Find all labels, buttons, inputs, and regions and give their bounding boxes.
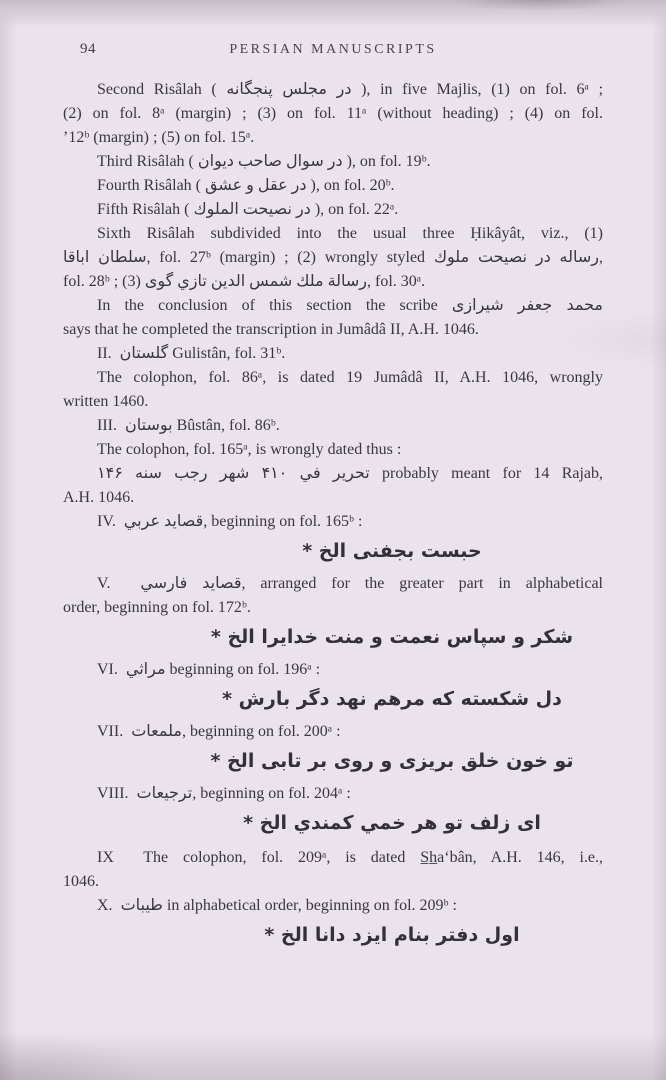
paragraph bbox=[63, 782, 603, 806]
paragraph bbox=[63, 462, 603, 510]
text-line: Sixth Risâlah subdivided into the usual three Ḥikâyât, viz., (1) bbox=[97, 225, 603, 242]
text-line: Fifth Risâlah ( در نصيحت الملوك ), on fol. 22ᵃ. bbox=[97, 201, 399, 218]
paragraph bbox=[63, 366, 603, 414]
paragraph bbox=[63, 198, 603, 222]
text-line: IV. قصايد عربي, beginning on fol. 165ᵇ : bbox=[97, 513, 363, 530]
text-line: سلطان اباقا, fol. 27ᵇ (margin) ; (2) wrongly styled رساله در نصيحت ملوك, bbox=[63, 249, 604, 266]
verse-line: اى زلف تو هر خمي كمندي الخ * bbox=[243, 812, 541, 834]
paragraph bbox=[63, 78, 603, 150]
text-line: fol. 28ᵇ ; (3) رسالة ملك شمس الدين تازي گوى, fol. 30ᵃ. bbox=[63, 273, 426, 290]
text-line: The colophon, fol. 86ᵃ, is dated 19 Jumâdâ II, A.H. 1046, wrongly bbox=[97, 369, 603, 386]
text-line: says that he completed the transcription in Jumâdâ II, A.H. 1046. bbox=[63, 321, 479, 338]
text-line: VIII. ترجيعات, beginning on fol. 204ᵃ : bbox=[97, 785, 351, 802]
text-line: III. بوستان Bûstân, fol. 86ᵇ. bbox=[97, 417, 280, 434]
paragraph bbox=[63, 510, 603, 534]
text-line: Second Risâlah ( در مجلس پنجگانه ), in five Majlis, (1) on fol. 6ᵃ ; bbox=[97, 81, 604, 98]
paragraph bbox=[63, 720, 603, 744]
paragraph bbox=[63, 846, 603, 894]
verse-line: شكر و سپاس نعمت و منت خدايرا الخ * bbox=[210, 626, 574, 648]
paragraph bbox=[63, 294, 603, 342]
paragraph bbox=[63, 222, 603, 294]
verse-line: دل شكسته كه مرهم نهد دگر بارش * bbox=[222, 688, 562, 710]
text-line: IX The colophon, fol. 209ᵃ, is dated S̲h̲aʻbân, A.H. 146, i.e., bbox=[97, 849, 603, 866]
running-title: PERSIAN MANUSCRIPTS bbox=[229, 42, 437, 57]
verse-line: حبست بجفنى الخ * bbox=[302, 540, 482, 562]
text-line: The colophon, fol. 165ᵃ, is wrongly dated thus : bbox=[97, 441, 402, 458]
verse-line: اول دفتر بنام ايزد دانا الخ * bbox=[264, 924, 520, 946]
text-line: (2) on fol. 8ᵃ (margin) ; (3) on fol. 11ᵃ (without heading) ; (4) on fol. bbox=[63, 105, 603, 122]
paragraph bbox=[63, 658, 603, 682]
text-line: V. قصايد فارسي, arranged for the greater part in alphabetical bbox=[97, 575, 603, 592]
paragraph bbox=[63, 414, 603, 438]
paragraph bbox=[63, 894, 603, 918]
text-line: VI. مراثي beginning on fol. 196ᵃ : bbox=[97, 661, 321, 678]
text-line: X. طيبات in alphabetical order, beginning on fol. 209ᵇ : bbox=[97, 897, 457, 914]
text-line: II. گلستان Gulistân, fol. 31ᵇ. bbox=[97, 345, 286, 362]
paragraph bbox=[63, 174, 603, 198]
verse-line: تو خون خلق بريزى و روى بر تابى الخ * bbox=[210, 750, 574, 772]
text-line: In the conclusion of this section the scribe محمد جعفر شيرازى bbox=[97, 297, 603, 314]
paragraph bbox=[63, 572, 603, 620]
paragraph bbox=[63, 342, 603, 366]
text-line: Fourth Risâlah ( در عقل و عشق ), on fol. 20ᵇ. bbox=[97, 177, 395, 194]
text-line: written 1460. bbox=[63, 393, 149, 410]
text-line: تحرير في ۴۱۰ شهر رجب سنه ۱۴۶ probably meant for 14 Rajab, bbox=[97, 465, 604, 482]
paragraph bbox=[63, 150, 603, 174]
text-line: 1046. bbox=[63, 873, 99, 890]
page-number: 94 bbox=[80, 41, 96, 57]
paragraph bbox=[63, 438, 603, 462]
text-line: A.H. 1046. bbox=[63, 489, 135, 506]
page-body bbox=[63, 78, 603, 956]
text-line: ʼ12ᵇ (margin) ; (5) on fol. 15ᵃ. bbox=[63, 129, 255, 146]
text-line: order, beginning on fol. 172ᵇ. bbox=[63, 599, 251, 616]
page-header bbox=[63, 40, 603, 58]
text-line: VII. ملمعات, beginning on fol. 200ᵃ : bbox=[97, 723, 341, 740]
text-line: Third Risâlah ( در سوال صاحب ديوان ), on fol. 19ᵇ. bbox=[97, 153, 431, 170]
